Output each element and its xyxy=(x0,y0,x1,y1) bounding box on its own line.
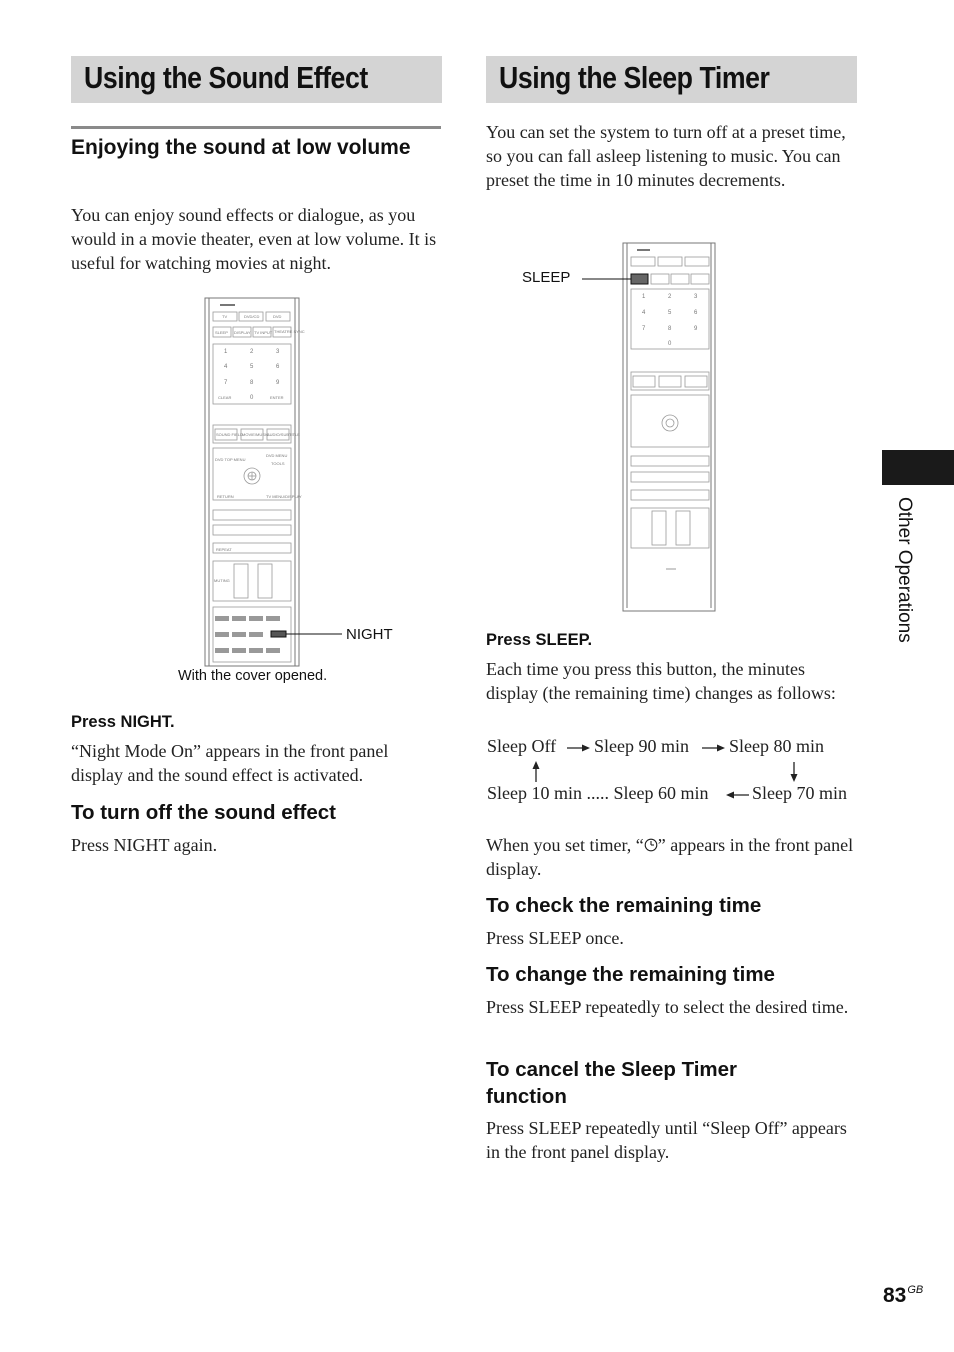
seq-sleep-70: Sleep 70 min xyxy=(752,783,847,803)
sleep-sequence-diagram xyxy=(486,733,861,813)
remote-label-tvmenu: TV MENU/DISPLAY xyxy=(266,494,302,499)
turn-off-instruction: Press NIGHT again. xyxy=(71,835,218,855)
heading-cancel-sleep: To cancel the Sleep Timer function xyxy=(486,1058,738,1108)
arrow-down-icon xyxy=(789,761,799,783)
remote-digit-1: 1 xyxy=(224,349,228,355)
seq-sleep-off: Sleep Off xyxy=(487,736,557,756)
svg-text:7: 7 xyxy=(642,326,646,332)
sleep-callout-label: SLEEP xyxy=(522,269,571,286)
subsection-rule xyxy=(71,126,441,129)
remote-label-return: RETURN xyxy=(217,494,234,499)
remote-label-soundfield: SOUND FIELD xyxy=(216,432,243,437)
page-number xyxy=(883,1284,923,1308)
remote-digit-5: 5 xyxy=(250,364,254,370)
remote-digit-8: 8 xyxy=(250,380,254,386)
svg-text:1: 1 xyxy=(642,294,646,300)
chapter-tab-label: Other Operations xyxy=(894,497,915,643)
remote-illustration-night xyxy=(200,295,410,667)
section-title-text: Using the Sound Effect xyxy=(84,60,368,95)
change-instruction: Press SLEEP repeatedly to select the desired time. xyxy=(486,997,849,1017)
section-title-text: Using the Sleep Timer xyxy=(499,60,770,95)
remote-label-repeat: REPEAT xyxy=(216,547,232,552)
section-title-sleep-timer xyxy=(486,56,857,103)
arrow-right-icon xyxy=(566,743,592,753)
seq-sleep-80: Sleep 80 min xyxy=(729,736,824,756)
step-press-sleep: Press SLEEP. xyxy=(486,631,593,649)
check-instruction: Press SLEEP once. xyxy=(486,928,624,948)
step-sleep-description: Each time you press this button, the minutes display (the remaining time) changes as follows: xyxy=(486,659,836,703)
remote-digit-clear: CLEAR xyxy=(218,395,232,400)
svg-text:5: 5 xyxy=(668,310,672,316)
remote-label-moviemusic: MOVIE/MUSIC xyxy=(242,432,269,437)
remote-label-dvdmenu: DVD MENU xyxy=(266,453,288,458)
arrow-right-icon xyxy=(701,743,727,753)
remote-illustration-sleep xyxy=(580,240,720,612)
svg-text:6: 6 xyxy=(694,310,698,316)
page-number-suffix: GB xyxy=(907,1284,924,1296)
timer-note-before: When you set timer, “ xyxy=(486,835,644,855)
timer-indicator-note xyxy=(486,833,858,881)
remote-label-tools: TOOLS xyxy=(271,461,285,466)
remote-digit-9: 9 xyxy=(276,380,280,386)
heading-check-remaining: To check the remaining time xyxy=(486,894,762,917)
svg-text:2: 2 xyxy=(668,294,672,300)
remote-label-audiosub: AUDIO/SUBTITLE xyxy=(267,432,300,437)
svg-text:9: 9 xyxy=(694,326,698,332)
sleep-button-highlight xyxy=(631,274,648,284)
intro-paragraph-sleep: You can set the system to turn off at a preset time, so you can fall asleep listening to music. You can preset the time in 10 minutes decrements. xyxy=(486,122,846,190)
night-button-highlight xyxy=(271,631,286,637)
clock-icon xyxy=(644,838,658,852)
remote-label-dvdcd: DVD/CD xyxy=(244,314,260,319)
heading-turn-off-sound: To turn off the sound effect xyxy=(71,801,336,824)
seq-sleep-90: Sleep 90 min xyxy=(594,736,689,756)
svg-text:8: 8 xyxy=(668,326,672,332)
heading-change-remaining: To change the remaining time xyxy=(486,963,775,986)
cancel-instruction: Press SLEEP repeatedly until “Sleep Off” appears in the front panel display. xyxy=(486,1118,847,1162)
remote-digit-4: 4 xyxy=(224,364,228,370)
remote-label-dvd: DVD xyxy=(273,314,282,319)
section-title-sound-effect xyxy=(71,56,442,103)
remote-label-muting: MUTING xyxy=(214,578,230,583)
subsection-title-low-volume: Enjoying the sound at low volume xyxy=(71,136,411,159)
remote-digit-3: 3 xyxy=(276,349,280,355)
timer-note-after: ” appears in the front panel display. xyxy=(486,835,854,879)
remote-label-display: DISPLAY xyxy=(234,330,251,335)
intro-paragraph-sound: You can enjoy sound effects or dialogue, as you would in a movie theater, even at low volume. It is useful for watching movies at night. xyxy=(71,205,437,273)
remote-label-tv: TV xyxy=(222,314,228,319)
page-number-value: 83 xyxy=(883,1284,907,1307)
figure-caption-cover: With the cover opened. xyxy=(178,668,328,684)
remote-label-theatre: THEATRE SYNC xyxy=(274,329,305,334)
remote-digit-6: 6 xyxy=(276,364,280,370)
remote-digit-enter: ENTER xyxy=(270,395,284,400)
svg-text:3: 3 xyxy=(694,294,698,300)
seq-sleep-10-60: Sleep 10 min ..... Sleep 60 min xyxy=(487,783,709,803)
remote-label-topmenu: DVD TOP MENU xyxy=(215,457,246,462)
arrow-left-icon xyxy=(725,790,751,800)
remote-digit-2: 2 xyxy=(250,349,254,355)
svg-text:0: 0 xyxy=(668,341,672,347)
svg-text:4: 4 xyxy=(642,310,646,316)
remote-digit-7: 7 xyxy=(224,380,228,386)
step-night-description: “Night Mode On” appears in the front panel display and the sound effect is activated. xyxy=(71,741,389,785)
remote-label-tvinput: TV INPUT xyxy=(254,330,273,335)
night-callout-label: NIGHT xyxy=(346,626,393,643)
remote-label-sleep: SLEEP xyxy=(215,330,228,335)
chapter-tab-marker xyxy=(882,450,954,485)
remote-digit-0: 0 xyxy=(250,395,254,401)
arrow-up-icon xyxy=(531,761,541,783)
step-press-night: Press NIGHT. xyxy=(71,713,175,731)
